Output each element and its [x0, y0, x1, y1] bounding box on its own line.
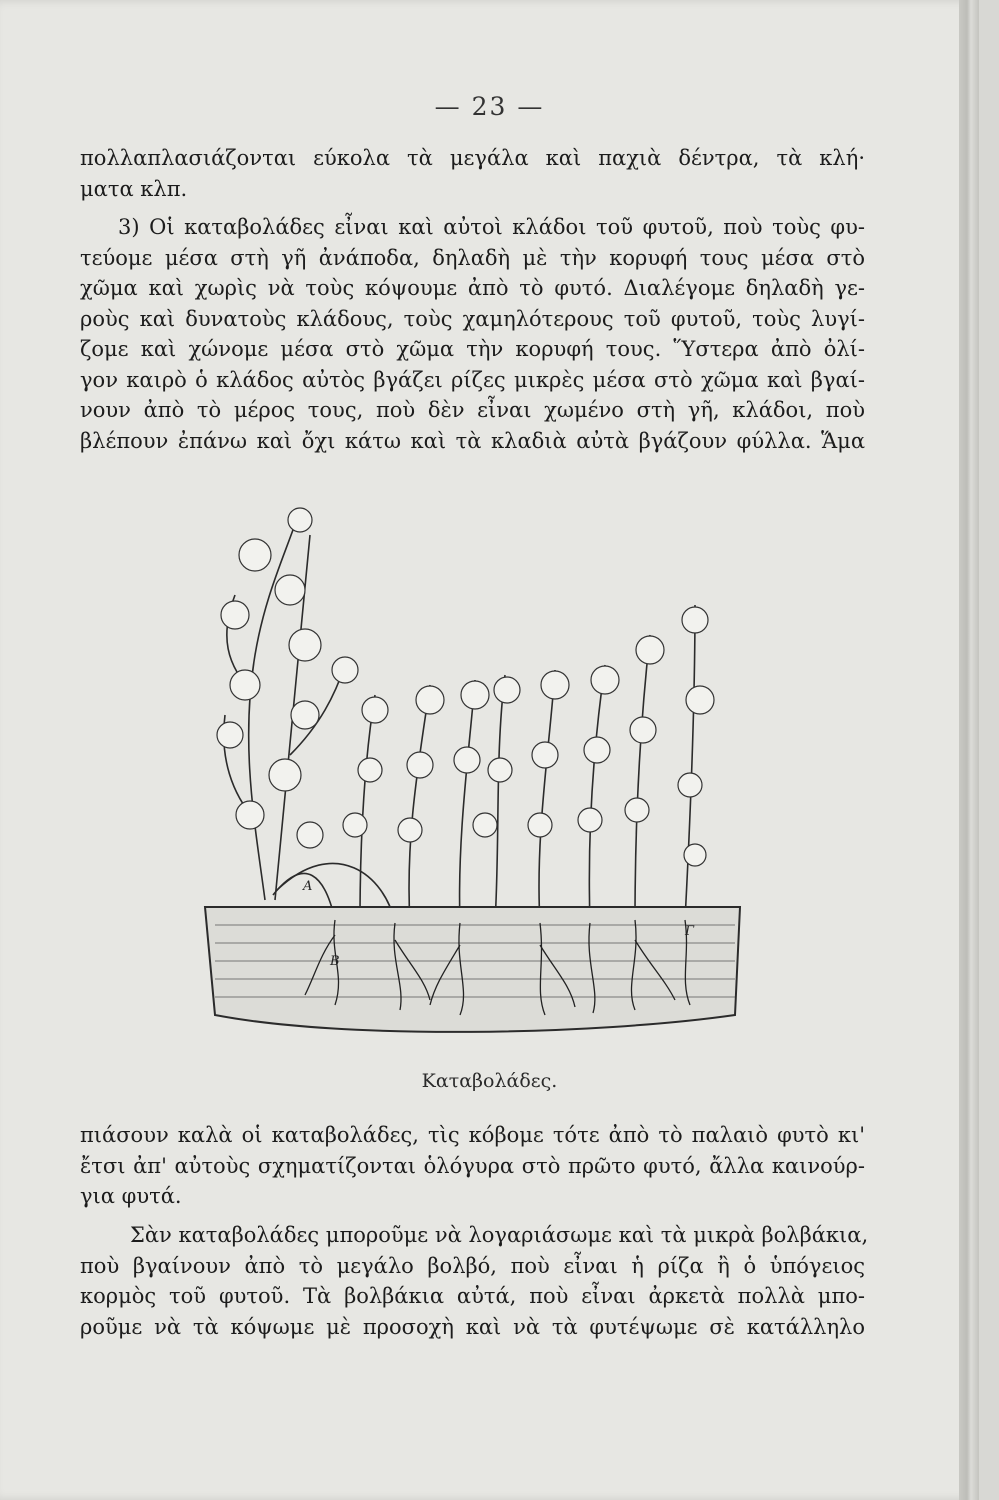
page-number: — 23 — — [434, 92, 545, 121]
text-line: βλέπουν ἐπάνω καὶ ὄχι κάτω καὶ τὰ κλαδιὰ αὐτὰ βγάζουν φύλλα. Ἅμα — [80, 428, 865, 453]
text-line: κορμὸς τοῦ φυτοῦ. Τὰ βολβάκια αὐτά, ποὺ εἶναι ἀρκετὰ πολλὰ μπο- — [80, 1284, 865, 1308]
text-line: χῶμα καὶ χωρὶς νὰ τοὺς κόψουμε ἀπὸ τὸ φυτό. Διαλέγομε δηλαδὴ γε- — [80, 276, 865, 300]
text-line: νουν ἀπὸ τὸ μέρος τους, ποὺ δὲν εἶναι χωμένο στὴ γῆ, κλάδοι, ποὺ — [80, 398, 865, 422]
text-line: ροὺς καὶ δυνατοὺς κλάδους, τοὺς χαμηλότερους τοῦ φυτοῦ, τοὺς λυγί- — [80, 306, 865, 331]
text-line: πιάσουν καλὰ οἱ καταβολάδες, τὶς κόβομε τότε ἀπὸ τὸ παλαιὸ φυτὸ κι' — [80, 1123, 865, 1147]
text-line: 3) Οἱ καταβολάδες εἶναι καὶ αὐτοὶ κλάδοι τοῦ φυτοῦ, ποὺ τοὺς φυ- — [118, 215, 865, 239]
text-line: γον καιρὸ ὁ κλάδος αὐτὸς βγάζει ρίζες μικρὲς μέσα στὸ χῶμα καὶ βγαί- — [80, 367, 865, 392]
paragraph-2 — [80, 212, 865, 456]
text-line: για φυτά. — [80, 1184, 182, 1208]
text-line: ποὺ βγαίνουν ἀπὸ τὸ μεγάλο βολβό, ποὺ εἶναι ἡ ρίζα ἢ ὁ ὑπόγειος — [80, 1253, 865, 1278]
paragraph-3 — [80, 1120, 865, 1212]
figure-label-b: Β — [330, 954, 340, 969]
paragraph-1 — [80, 143, 865, 204]
page-edge — [959, 0, 979, 1500]
text-line: ματα κλπ. — [80, 176, 188, 201]
text-line: Σὰν καταβολάδες μποροῦμε νὰ λογαριάσωμε καὶ τὰ μικρὰ βολβάκια, — [130, 1223, 869, 1247]
layering-illustration — [195, 495, 755, 1050]
paragraph-4 — [80, 1220, 869, 1342]
figure-label-c: Γ — [685, 924, 695, 939]
text-line: ζομε καὶ χώνομε μέσα στὸ χῶμα τὴν κορυφή τους. Ὕστερα ἀπὸ ὀλί- — [80, 337, 865, 361]
figure-caption: Καταβολάδες. — [421, 1070, 558, 1092]
soil-block — [205, 907, 740, 1032]
text-line: τεύομε μέσα στὴ γῆ ἀνάποδα, δηλαδὴ μὲ τὴν κορυφή τους μέσα στὸ — [80, 245, 865, 270]
leaves — [217, 508, 714, 866]
text-line: πολλαπλασιάζονται εύκολα τὰ μεγάλα καὶ παχιὰ δέντρα, τὰ κλή· — [80, 146, 865, 170]
text-line: ροῦμε νὰ τὰ κόψωμε μὲ προσοχὴ καὶ νὰ τὰ φυτέψωμε σὲ κατάλληλο — [80, 1314, 865, 1339]
text-line: ἔτσι ἀπ' αὐτοὺς σχηματίζονται ὁλόγυρα στὸ πρῶτο φυτό, ἄλλα καινούρ- — [80, 1153, 865, 1178]
figure-label-a: Α — [303, 879, 313, 894]
